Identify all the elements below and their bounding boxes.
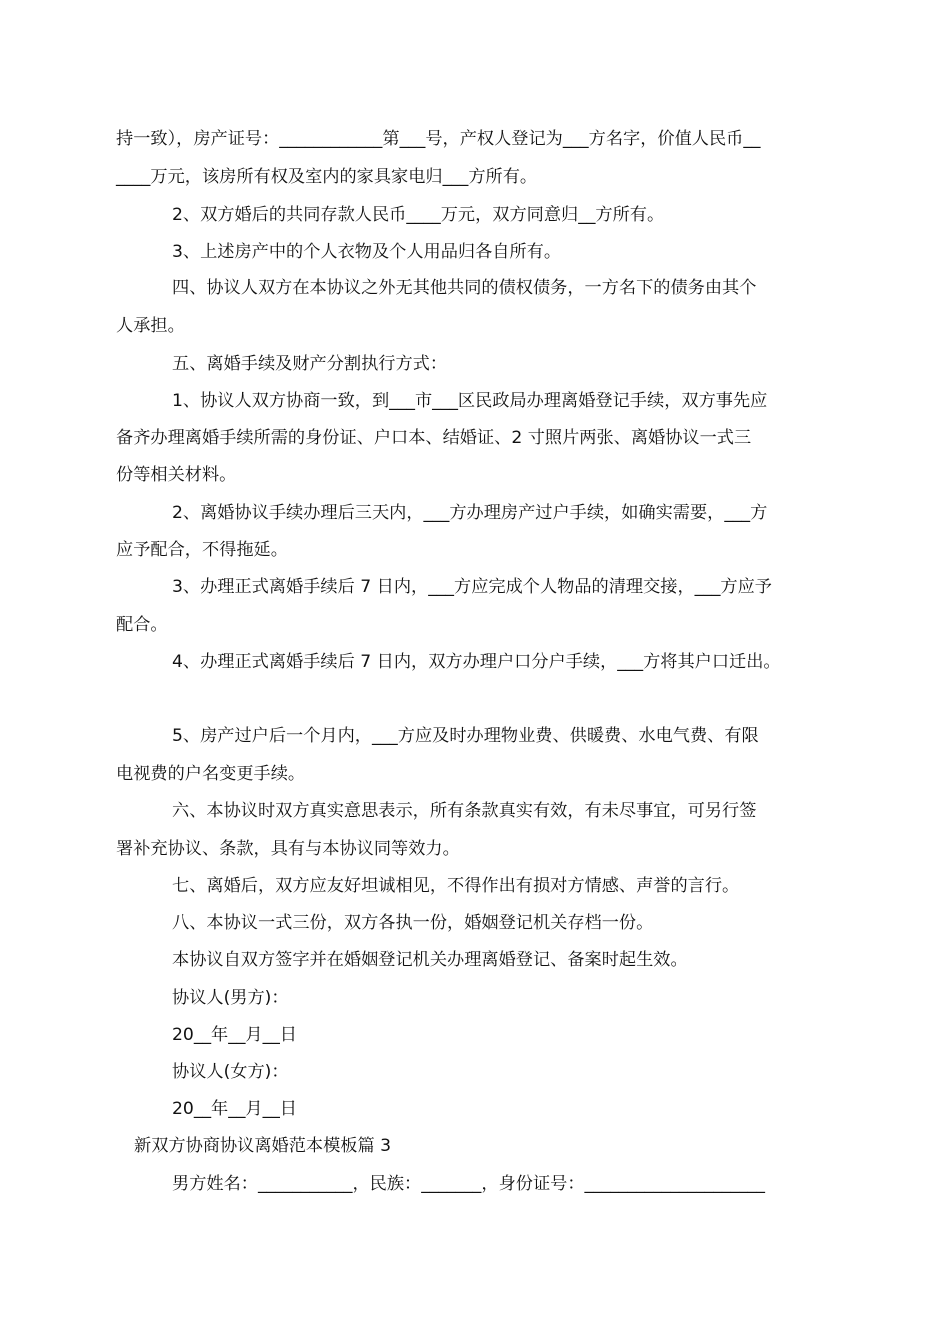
signatory-female-label: 协议人(女方)： [172, 1062, 289, 1082]
section-heading-4: 四、协议人双方在本协议之外无其他共同的债权债务，一方名下的债务由其个 [172, 278, 757, 298]
date-line-female: 20__年__月__日 [172, 1099, 297, 1119]
text-line: 电视费的户名变更手续。 [116, 764, 306, 784]
template-title: 新双方协商协议离婚范本模板篇 3 [134, 1136, 392, 1156]
text-line: 份等相关材料。 [116, 465, 237, 485]
section-heading-5: 五、离婚手续及财产分割执行方式： [172, 354, 448, 374]
text-line: 2、离婚协议手续办理后三天内，___方办理房产过户手续，如确实需要，___方 [172, 503, 768, 523]
text-line: 配合。 [116, 615, 168, 635]
text-line: 本协议自双方签字并在婚姻登记机关办理离婚登记、备案时起生效。 [172, 950, 688, 970]
text-line: 备齐办理离婚手续所需的身份证、户口本、结婚证、2 寸照片两张、离婚协议一式三 [116, 428, 752, 448]
text-line: 持一致），房产证号：____________第___号，产权人登记为___方名字，价值人民币__ [116, 129, 761, 149]
text-line: 3、上述房产中的个人衣物及个人用品归各自所有。 [172, 242, 562, 262]
text-line: 4、办理正式离婚手续后 7 日内，双方办理户口分户手续，___方将其户口迁出。 [172, 652, 781, 672]
text-line: ____万元，该房所有权及室内的家具家电归___方所有。 [116, 167, 538, 187]
section-heading-7: 七、离婚后，双方应友好坦诚相见，不得作出有损对方情感、声誉的言行。 [172, 876, 740, 896]
text-line: 3、办理正式离婚手续后 7 日内，___方应完成个人物品的清理交接，___方应予 [172, 577, 772, 597]
section-heading-6: 六、本协议时双方真实意思表示，所有条款真实有效，有未尽事宜，可另行签 [172, 801, 757, 821]
text-line: 署补充协议、条款，具有与本协议同等效力。 [116, 839, 460, 859]
signatory-male-label: 协议人(男方)： [172, 988, 289, 1008]
section-heading-8: 八、本协议一式三份，双方各执一份，婚姻登记机关存档一份。 [172, 913, 654, 933]
text-line: 人承担。 [116, 316, 185, 336]
text-line: 2、双方婚后的共同存款人民币____万元，双方同意归__方所有。 [172, 205, 665, 225]
male-info-line: 男方姓名：___________，民族：_______，身份证号：_____________________ [172, 1174, 765, 1194]
date-line-male: 20__年__月__日 [172, 1025, 297, 1045]
text-line: 1、协议人双方协商一致，到___市___区民政局办理离婚登记手续，双方事先应 [172, 391, 768, 411]
text-line: 应予配合，不得拖延。 [116, 540, 288, 560]
text-line: 5、房产过户后一个月内，___方应及时办理物业费、供暖费、水电气费、有限 [172, 726, 759, 746]
